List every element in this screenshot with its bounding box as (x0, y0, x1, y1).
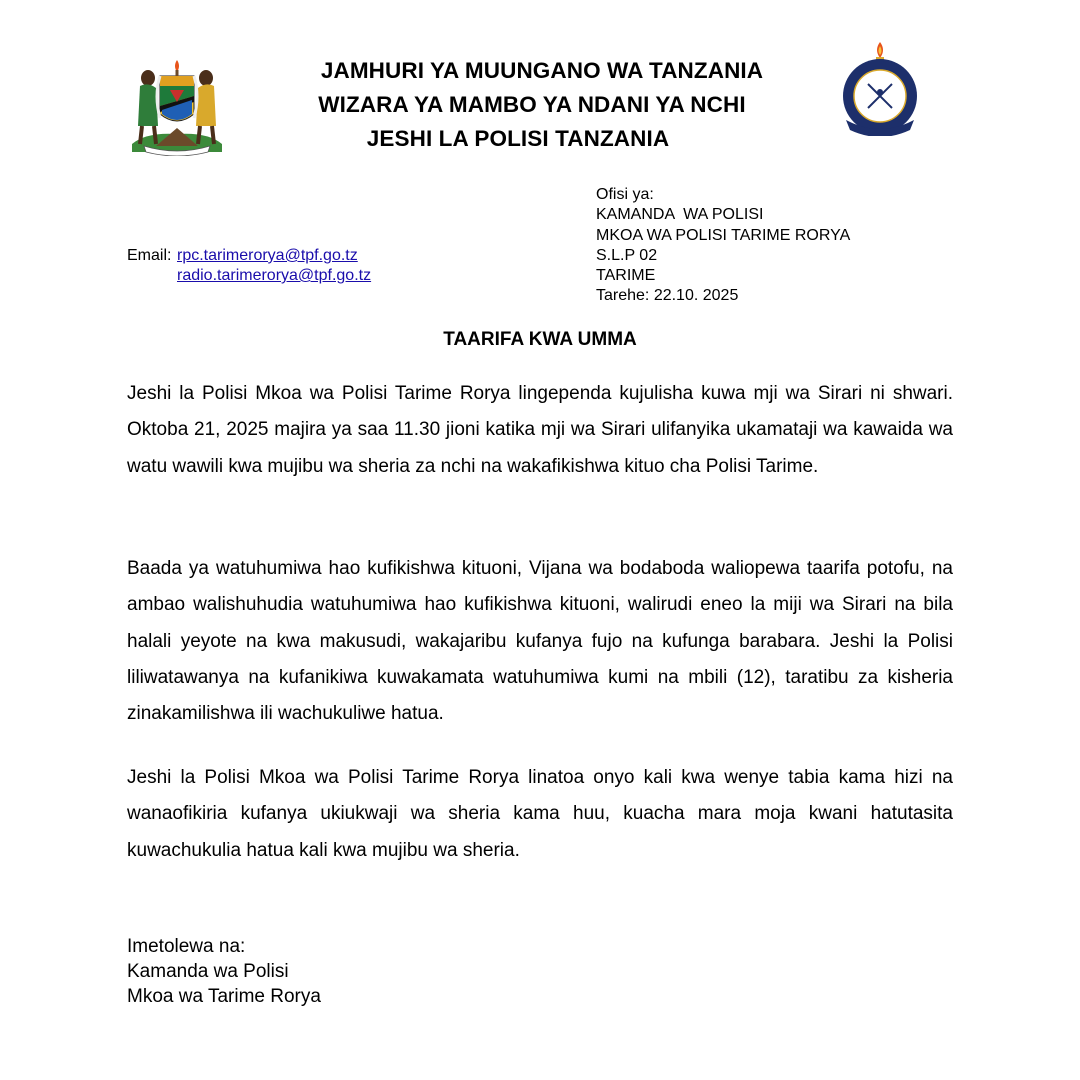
email-link-secondary[interactable]: radio.tarimerorya@tpf.go.tz (177, 267, 372, 284)
address-line: TARIME (596, 267, 656, 285)
signature-issued-by: Imetolewa na: (127, 936, 246, 957)
police-emblem-icon (838, 40, 922, 136)
notice-title: TAARIFA KWA UMMA (443, 329, 637, 350)
address-line: Ofisi ya: (596, 186, 654, 203)
email-link-primary[interactable]: rpc.tarimerorya@tpf.go.tz (177, 247, 358, 264)
address-line: KAMANDA WA POLISI (596, 206, 764, 224)
address-line: S.L.P 02 (596, 246, 658, 264)
signature-title: Kamanda wa Polisi (127, 961, 289, 982)
header-country: JAMHURI YA MUUNGANO WA TANZANIA (320, 58, 764, 83)
body-paragraph-1: Jeshi la Polisi Mkoa wa Polisi Tarime Rorya lingependa kujulisha kuwa mji wa Sirari ni shwari. Oktoba 21, 2025 majira ya saa 11.30 jioni katika mji wa Sirari ulifanyika ukamataji wa kawaida wa watu wawili kwa mujibu wa sheria za nchi na wakafikishwa kituo cha Polisi Tarime. (127, 383, 953, 477)
address-block (596, 185, 850, 307)
header-agency: JESHI LA POLISI TANZANIA (366, 126, 670, 151)
signature-region: Mkoa wa Tarime Rorya (127, 986, 321, 1007)
body-paragraph-3: Jeshi la Polisi Mkoa wa Polisi Tarime Rorya linatoa onyo kali kwa wenye tabia kama hizi na wanaofikiria kufanya ukiukwaji wa sheria kama huu, kuacha mara moja kwani hatutasita kuwachukulia hatua kali kwa mujibu wa sheria. (127, 767, 953, 861)
date-line: Tarehe: 22.10. 2025 (596, 287, 739, 305)
header-ministry: WIZARA YA MAMBO YA NDANI YA NCHI (318, 92, 746, 117)
email-label: Email: (127, 247, 172, 264)
body-paragraph-2: Baada ya watuhumiwa hao kufikishwa kituoni, Vijana wa bodaboda waliopewa taarifa potofu, na ambao walishuhudia watuhumiwa hao kufikishwa kituoni, walirudi eneo la miji wa Sirari na bila halali yeyote na kwa makusudi, wakajaribu kufanya fujo na kufunga barabara. Jeshi la Polisi liliwatawanya na kufanikiwa kuwakamata watuhumiwa kumi na mbili (12), taratibu za kisheria zinakamilishwa ili wachukuliwe hatua. (127, 558, 953, 725)
email-block (127, 246, 371, 286)
signature-block (127, 934, 321, 1009)
address-line: MKOA WA POLISI TARIME RORYA (596, 226, 851, 244)
